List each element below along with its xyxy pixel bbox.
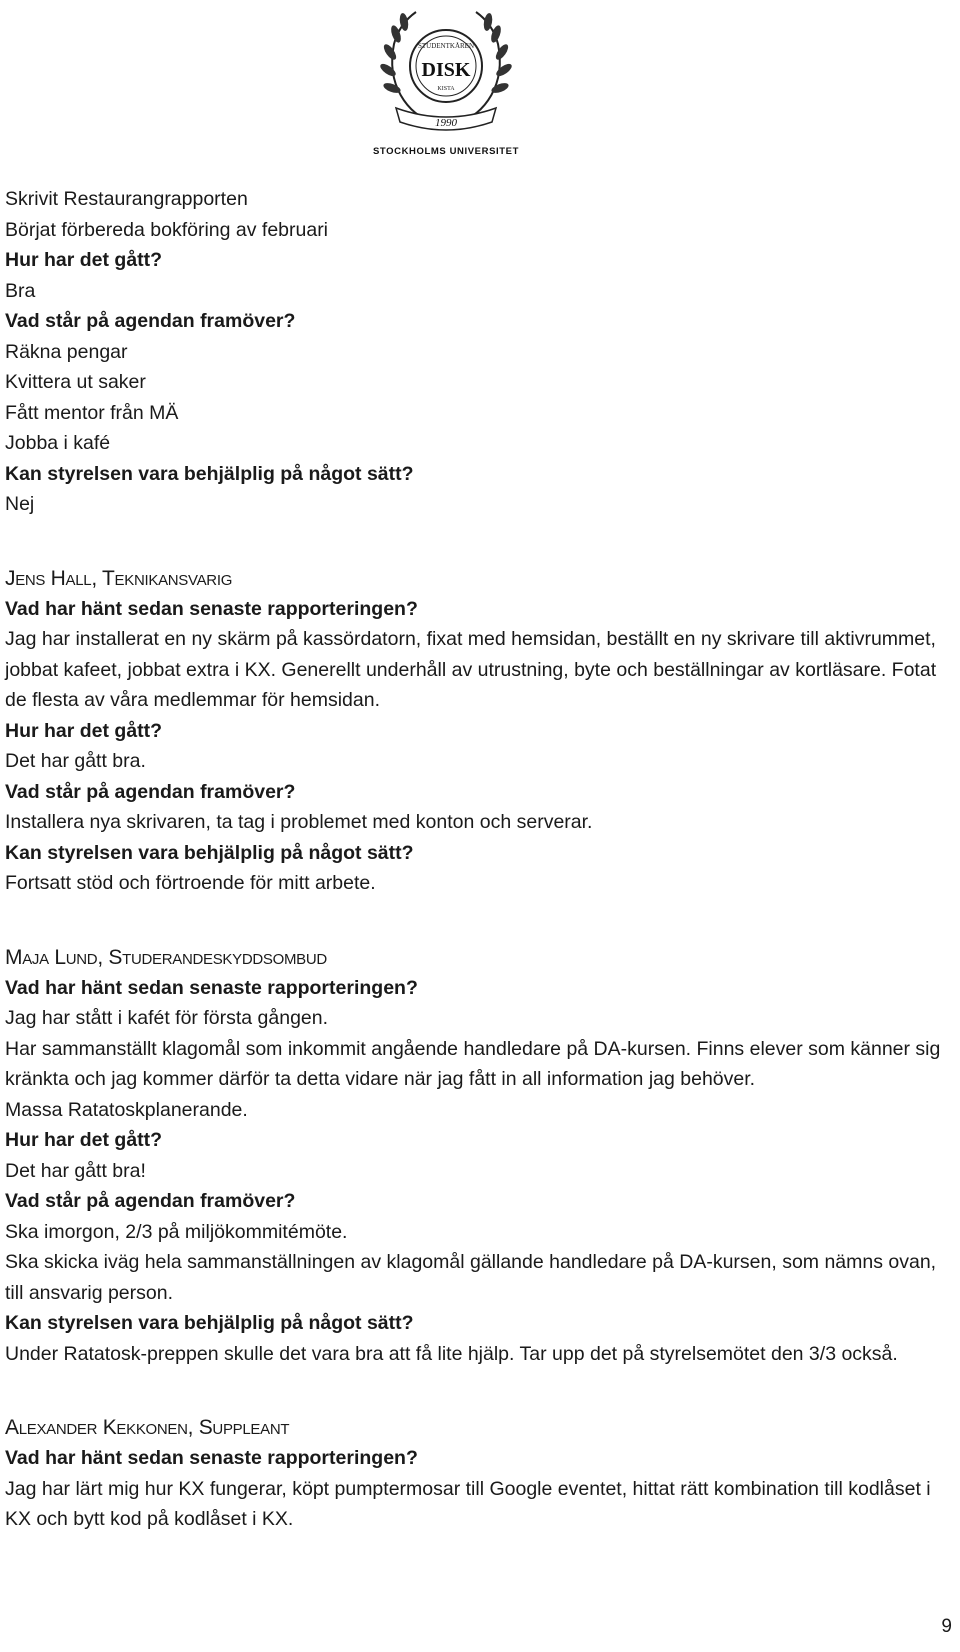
question-agenda: Vad står på agendan framöver? bbox=[5, 780, 296, 803]
question-help: Kan styrelsen vara behjälplig på något sätt? bbox=[5, 1312, 414, 1334]
question-since: Vad har hänt sedan senaste rapporteringen? bbox=[5, 597, 418, 620]
question-since: Vad har hänt sedan senaste rapporteringen? bbox=[5, 976, 418, 999]
section-heading: Maja Lund, Studerandeskyddsombud bbox=[5, 945, 327, 969]
logo-caption: STOCKHOLMS UNIVERSITET bbox=[372, 146, 520, 157]
svg-text:DISK: DISK bbox=[421, 59, 471, 81]
question-how: Hur har det gått? bbox=[5, 1129, 163, 1151]
wreath-emblem bbox=[366, 4, 526, 144]
answer-how: Bra bbox=[5, 279, 36, 302]
section-heading: Jens Hall, Teknikansvarig bbox=[5, 566, 233, 590]
answer-help: Fortsatt stöd och förtroende för mitt arbete. bbox=[5, 872, 376, 894]
agenda-item: Räkna pengar bbox=[5, 340, 128, 363]
question-since: Vad har hänt sedan senaste rapporteringen? bbox=[5, 1447, 418, 1469]
answer-help: Under Ratatosk-preppen skulle det vara bra att få lite hjälp. Tar upp det på styrelsemötet den 3/3 också. bbox=[5, 1342, 898, 1365]
agenda-item: Fått mentor från MÄ bbox=[5, 401, 179, 424]
answer-since: Massa Ratatoskplanerande. bbox=[5, 1098, 248, 1121]
page-number: 9 bbox=[941, 1616, 952, 1637]
svg-text:1990: 1990 bbox=[435, 117, 457, 129]
answer-since: Jag har stått i kafét för första gången. bbox=[5, 1007, 329, 1029]
answer-agenda: Installera nya skrivaren, ta tag i problemet med konton och serverar. bbox=[5, 811, 593, 833]
answer-agenda: Ska skicka iväg hela sammanställningen av klagomål gällande handledare på DA-kursen, som nämns ovan, till ansvarig person. bbox=[5, 1251, 937, 1304]
answer-how: Det har gått bra! bbox=[5, 1159, 146, 1182]
question-how: Hur har det gått? bbox=[5, 719, 163, 742]
svg-text:KISTA: KISTA bbox=[437, 86, 455, 92]
answer-agenda: Ska imorgon, 2/3 på miljökommitémöte. bbox=[5, 1220, 348, 1243]
svg-text:STUDENTKÅREN: STUDENTKÅREN bbox=[418, 42, 474, 50]
agenda-item: Kvittera ut saker bbox=[5, 371, 146, 393]
disk-logo bbox=[366, 4, 526, 158]
question-how: Hur har det gått? bbox=[5, 249, 163, 271]
question-agenda: Vad står på agendan framöver? bbox=[5, 310, 296, 332]
document-body bbox=[5, 184, 955, 1535]
answer-since: Jag har installerat en ny skärm på kassördatorn, fixat med hemsidan, beställt en ny skrivare till aktivrummet, jobbat kafeet, jobbat extra i KX. Generellt underhåll av utrustning, byte och beställningar av kortläsare. Fotat de flesta av våra medlemmar för hemsidan. bbox=[5, 628, 937, 711]
answer-help: Nej bbox=[5, 493, 35, 515]
question-agenda: Vad står på agendan framöver? bbox=[5, 1190, 296, 1212]
answer-how: Det har gått bra. bbox=[5, 750, 146, 772]
section-heading: Alexander Kekkonen, Suppleant bbox=[5, 1416, 290, 1439]
question-help: Kan styrelsen vara behjälplig på något sätt? bbox=[5, 462, 414, 485]
intro-line: Skrivit Restaurangrapporten bbox=[5, 188, 248, 210]
answer-since: Jag har lärt mig hur KX fungerar, köpt pumptermosar till Google eventet, hittat rätt kombination till kodlåset i KX och bytt kod på kodlåset i KX. bbox=[5, 1477, 931, 1530]
answer-since: Har sammanställt klagomål som inkommit angående handledare på DA-kursen. Finns elever som känner sig kränkta och jag kommer därför ta detta vidare när jag fått in all information jag behöver. bbox=[5, 1037, 941, 1090]
agenda-item: Jobba i kafé bbox=[5, 432, 111, 454]
intro-line: Börjat förbereda bokföring av februari bbox=[5, 218, 329, 241]
question-help: Kan styrelsen vara behjälplig på något sätt? bbox=[5, 841, 414, 864]
